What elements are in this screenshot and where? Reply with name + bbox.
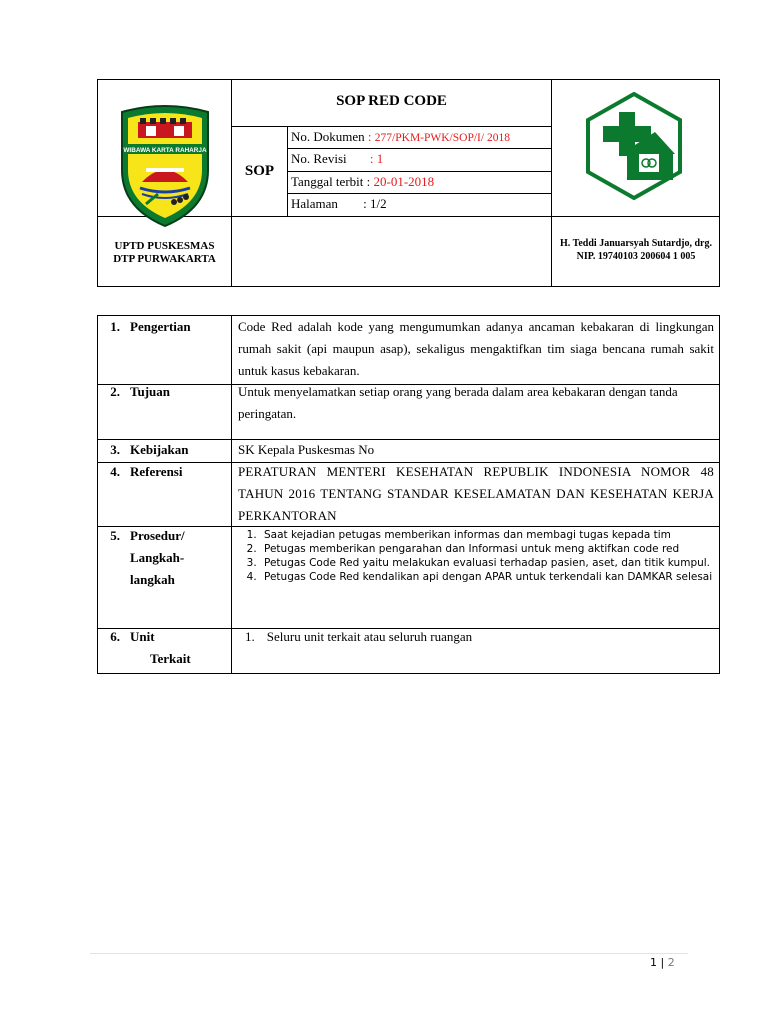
signer-nip: NIP. 19740103 200604 1 005 [576, 251, 696, 262]
section-label-referensi: 4. Referensi [110, 464, 183, 479]
section-label-kebijakan: 3. Kebijakan [110, 442, 189, 457]
meta-row-document-number: No. Dokumen : 277/PKM-PWK/SOP/I/ 2018 [291, 129, 510, 144]
procedure-step: 4. Petugas Code Red kendalikan api dengan APAR untuk terkendali kan DAMKAR selesai [260, 570, 714, 584]
section-text-kebijakan: SK Kepala Puskesmas No [238, 442, 375, 457]
header-table [97, 79, 720, 287]
meta-row-revision: No. Revisi : 1 [291, 151, 384, 166]
section-text-unit-terkait: 1. Seluru unit terkait atau seluruh ruangan [245, 629, 473, 644]
procedure-steps [238, 528, 714, 584]
purwakarta-regency-logo [116, 104, 214, 228]
document-title: SOP RED CODE [336, 93, 447, 109]
signer-name: H. Teddi Januarsyah Sutardjo, drg. [560, 238, 712, 249]
sop-content-table [97, 315, 720, 674]
puskesmas-logo [583, 92, 685, 200]
section-label-unit-terkait: 6. Unit Terkait [110, 629, 191, 666]
meta-row-page: Halaman : 1/2 [291, 196, 387, 211]
organization-name: UPTD PUSKESMAS DTP PURWAKARTA [113, 240, 216, 265]
section-label-tujuan: 2. Tujuan [110, 384, 170, 399]
section-text-pengertian: Code Red adalah kode yang mengumumkan adanya ancaman kebakaran di lingkungan rumah sakit (api maupun asap), sekaligus mengaktifkan tim siaga bencana rumah sakit untuk kasus kebakaran. [238, 319, 714, 378]
sop-label: SOP [244, 163, 275, 179]
footer-divider [90, 953, 688, 954]
current-page: 1 [650, 956, 657, 969]
section-text-referensi: PERATURAN MENTERI KESEHATAN REPUBLIK INDONESIA NOMOR 48 TAHUN 2016 TENTANG STANDAR KESELAMATAN DAN KESEHATAN KERJA PERKANTORAN [238, 464, 714, 523]
procedure-step: 3. Petugas Code Red yaitu melakukan evaluasi terhadap pasien, aset, dan titik kumpul. [260, 556, 714, 570]
logo-banner-text: WIBAWA KARTA RAHARJA [123, 147, 207, 154]
procedure-step: 2. Petugas memberikan pengarahan dan Informasi untuk meng aktifkan code red [260, 542, 714, 556]
signer-block [552, 237, 720, 263]
page-indicator: 1 | 2 [650, 956, 675, 969]
meta-row-issue-date: Tanggal terbit : 20-01-2018 [291, 174, 435, 189]
procedure-step: 1. Saat kejadian petugas memberikan informas dan membagi tugas kepada tim [260, 528, 714, 542]
section-label-prosedur: 5. Prosedur/ Langkah- langkah [110, 528, 185, 587]
total-pages: 2 [667, 956, 675, 969]
section-text-tujuan: Untuk menyelamatkan setiap orang yang berada dalam area kebakaran dengan tanda peringatan. [238, 384, 678, 421]
section-label-pengertian: 1. Pengertian [110, 319, 191, 334]
